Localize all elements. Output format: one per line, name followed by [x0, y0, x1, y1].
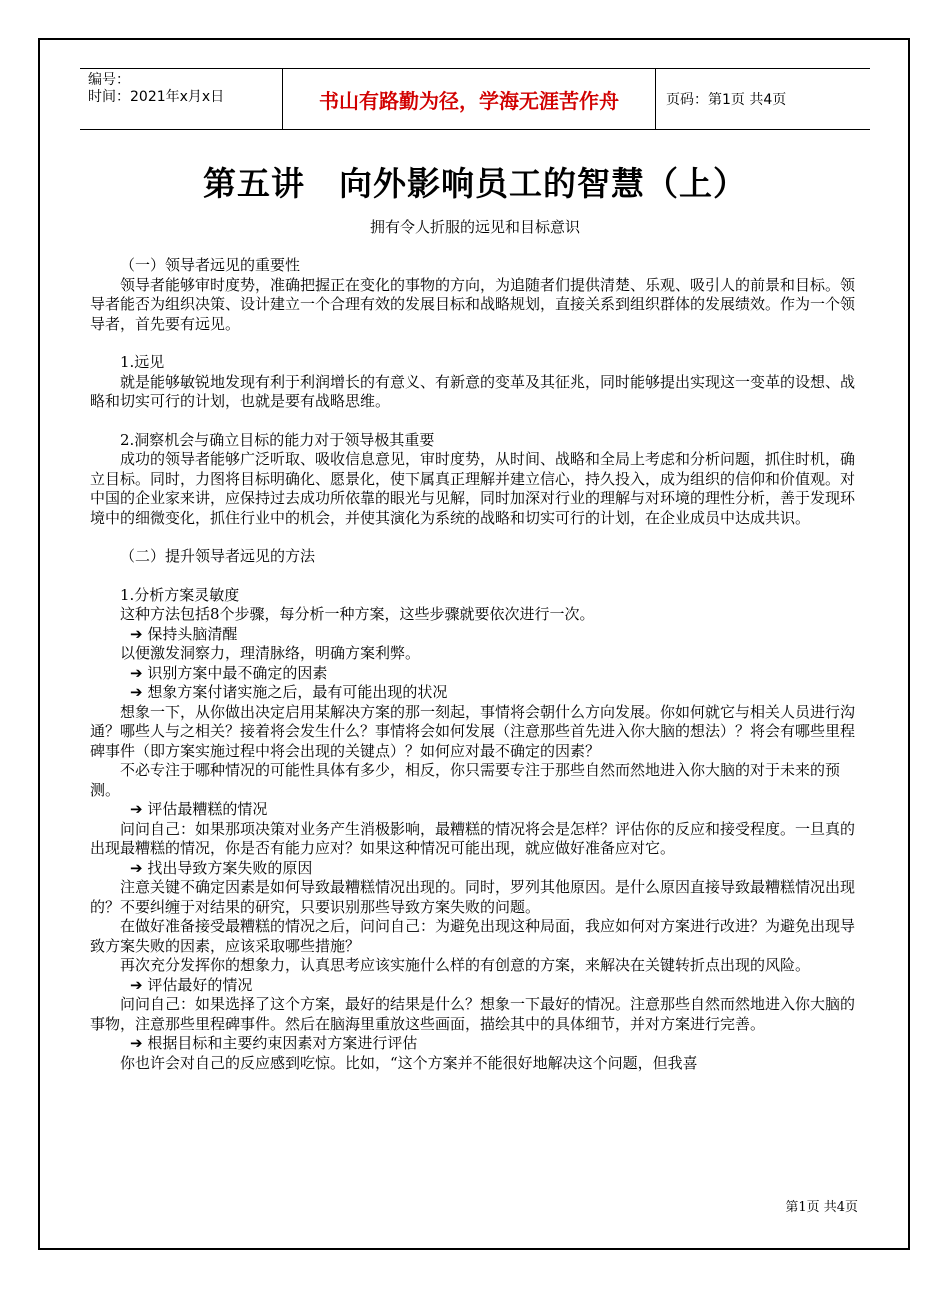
step-item: ➔ 根据目标和主要约束因素对方案进行评估	[130, 1034, 418, 1052]
page-subtitle: 拥有令人折服的远见和目标意识	[369, 218, 580, 236]
paragraph: 就是能够敏锐地发现有利于利润增长的有意义、有新意的变革及其征兆，同时能够提出实现这一变革的设想、战略和切实可行的计划，也就是要有战略思维。	[90, 372, 856, 410]
section-heading: （一）领导者远见的重要性	[120, 256, 301, 274]
header-date: 时间：2021年x月x日	[88, 89, 225, 105]
step-item: ➔ 想象方案付诸实施之后，最有可能出现的状况	[130, 683, 448, 701]
paragraph: 成功的领导者能够广泛听取、吸收信息意见，审时度势，从时间、战略和全局上考虑和分析问题，抓住时机，确立目标。同时，力图将目标明确化、愿景化，使下属真正理解并建立信心，持久投入，成为组织的信仰和价值观。对中国的企业家来讲，应保持过去成功所依靠的眼光与见解，同时加深对行业的理解与对环境的理性分析，善于发现环境中的细微变化，抓住行业中的机会，并使其演化为系统的战略和切实可行的计划，在企业成员中达成共识。	[90, 450, 856, 527]
header-page-number: 页码：第1页 共4页	[666, 92, 787, 108]
header-number: 编号：	[88, 72, 130, 88]
arrow-right-icon: ➔	[130, 858, 143, 877]
arrow-right-icon: ➔	[130, 975, 143, 994]
paragraph: 在做好准备接受最糟糕的情况之后，问问自己：为避免出现这种局面，我应如何对方案进行改进？为避免出现导致方案失败的因素，应该采取哪些措施？	[90, 917, 856, 955]
step-item: ➔ 识别方案中最不确定的因素	[130, 663, 328, 682]
arrow-right-icon: ➔	[130, 1034, 143, 1052]
document-body	[90, 256, 860, 1073]
arrow-right-icon: ➔	[130, 683, 143, 701]
page-title: 第五讲 向外影响员工的智慧（上）	[203, 164, 747, 203]
item-heading: 2.洞察机会与确立目标的能力对于领导极其重要	[120, 430, 435, 449]
step-item: ➔ 保持头脑清醒	[130, 624, 238, 643]
section-heading: （二）提升领导者远见的方法	[120, 547, 316, 565]
item-heading: 1.分析方案灵敏度	[120, 585, 240, 604]
paragraph: 注意关键不确定因素是如何导致最糟糕情况出现的。同时，罗列其他原因。是什么原因直接导致最糟糕情况出现的？不要纠缠于对结果的研究，只要识别那些导致方案失败的问题。	[90, 878, 856, 916]
page-header	[80, 68, 870, 130]
paragraph: 你也许会对自己的反应感到吃惊。比如，“这个方案并不能很好地解决这个问题，但我喜	[120, 1053, 698, 1072]
arrow-right-icon: ➔	[130, 800, 143, 818]
item-heading: 1.远见	[120, 353, 165, 371]
paragraph: 以便激发洞察力，理清脉络，明确方案利弊。	[120, 644, 421, 662]
step-item: ➔ 评估最好的情况	[130, 975, 253, 994]
paragraph: 领导者能够审时度势，准确把握正在变化的事物的方向，为追随者们提供清楚、乐观、吸引人的前景和目标。领导者能否为组织决策、设计建立一个合理有效的发展目标和战略规划，直接关系到组织群体的发展绩效。作为一个领导者，首先要有远见。	[90, 275, 856, 333]
paragraph: 这种方法包括8个步骤，每分析一种方案，这些步骤就要依次进行一次。	[120, 605, 595, 623]
step-item: ➔ 找出导致方案失败的原因	[130, 858, 313, 877]
paragraph: 想象一下，从你做出决定启用某解决方案的那一刻起，事情将会朝什么方向发展。你如何就它与相关人员进行沟通？哪些人与之相关？接着将会发生什么？事情将会如何发展（注意那些首先进入你大脑的想法）？将会有哪些里程碑事件（即方案实施过程中将会出现的关键点）？如何应对最不确定的因素？	[90, 702, 856, 760]
step-item: ➔ 评估最糟糕的情况	[130, 800, 268, 818]
arrow-right-icon: ➔	[130, 624, 143, 643]
paragraph: 不必专注于哪种情况的可能性具体有多少，相反，你只需要专注于那些自然而然地进入你大脑的对于未来的预测。	[90, 761, 841, 799]
paragraph: 再次充分发挥你的想象力，认真思考应该实施什么样的有创意的方案，来解决在关键转折点出现的风险。	[120, 956, 811, 974]
header-meta	[80, 69, 282, 129]
arrow-right-icon: ➔	[130, 663, 143, 682]
paragraph: 问问自己：如果那项决策对业务产生消极影响，最糟糕的情况将会是怎样？评估你的反应和接受程度。一旦真的出现最糟糕的情况，你是否有能力应对？如果这种情况可能出现，就应做好准备应对它。	[90, 819, 856, 857]
page-footer: 第1页 共4页	[785, 1200, 858, 1215]
header-motto: 书山有路勤为径，学海无涯苦作舟	[282, 69, 656, 129]
paragraph: 问问自己：如果选择了这个方案，最好的结果是什么？想象一下最好的情况。注意那些自然而然地进入你大脑的事物，注意那些里程碑事件。然后在脑海里重放这些画面，描绘其中的具体细节，并对方案进行完善。	[90, 995, 856, 1033]
